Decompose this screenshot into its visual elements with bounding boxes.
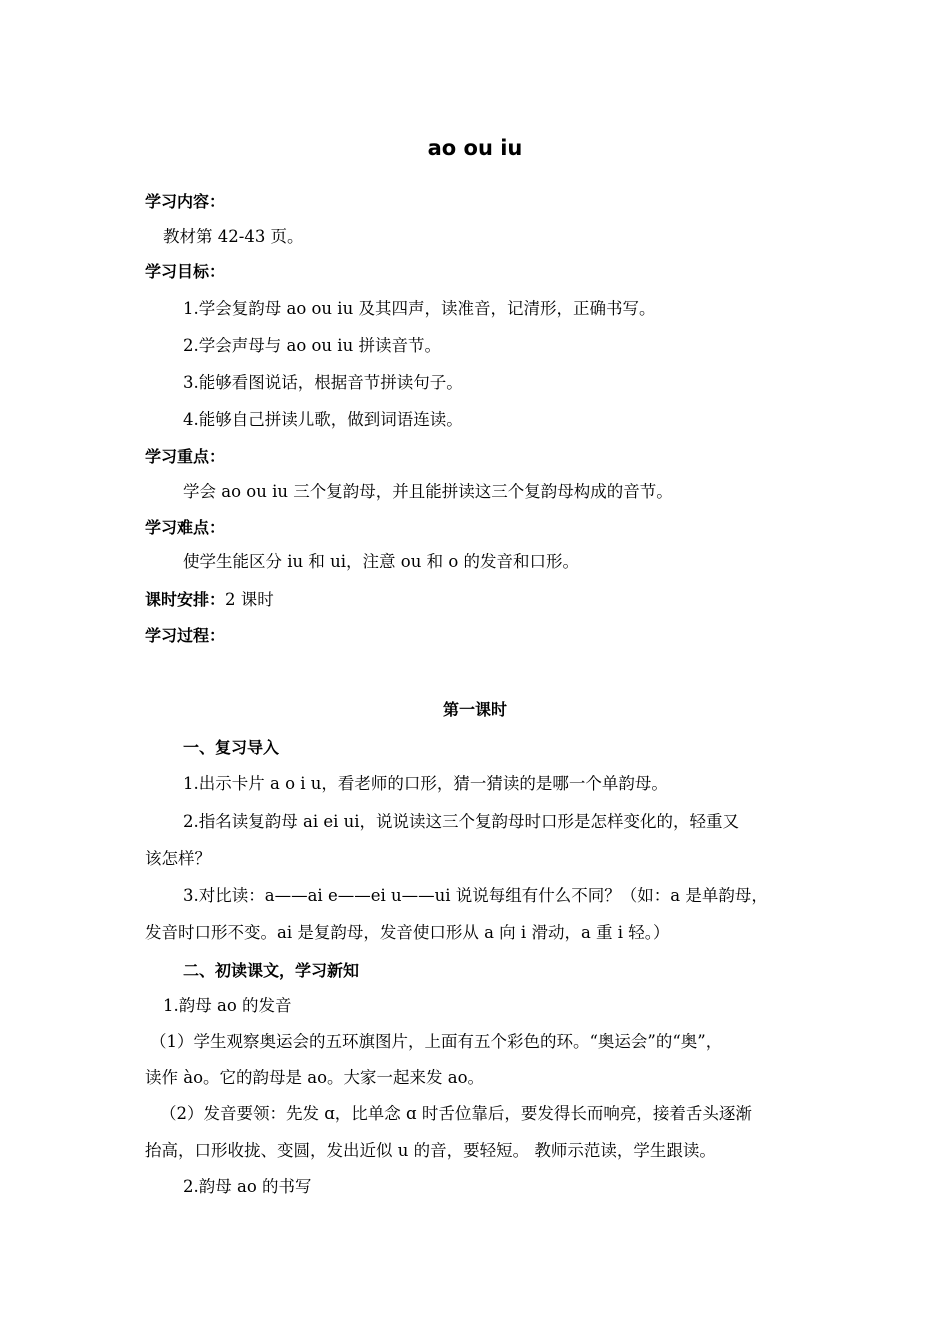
part2-item: 读作 ào。它的韵母是 ao。大家一起来发 ao。 xyxy=(145,1068,485,1087)
goal-item: 3.能够看图说话，根据音节拼读句子。 xyxy=(183,373,463,392)
lesson1-title: 第一课时 xyxy=(442,700,507,719)
part1-item: 1.出示卡片 a o i u，看老师的口形，猜一猜读的是哪一个单韵母。 xyxy=(183,774,668,793)
part2-item: 1.韵母 ao 的发音 xyxy=(163,996,292,1015)
difficulty-text: 使学生能区分 iu 和 ui，注意 ou 和 o 的发音和口形。 xyxy=(183,552,580,571)
goals-label: 学习目标： xyxy=(145,262,226,281)
key-label: 学习重点： xyxy=(145,447,226,466)
part2-item: （1）学生观察奥运会的五环旗图片，上面有五个彩色的环。“奥运会”的“奥”， xyxy=(150,1032,723,1051)
document-title: ao ou iu xyxy=(427,136,523,160)
content-label: 学习内容： xyxy=(145,192,226,211)
content-text: 教材第 42-43 页。 xyxy=(163,227,304,246)
process-label: 学习过程： xyxy=(145,626,226,645)
part2-item: 2.韵母 ao 的书写 xyxy=(183,1177,312,1196)
part1-item: 该怎样？ xyxy=(145,849,211,868)
part1-item: 发音时口形不变。ai 是复韵母，发音使口形从 a 向 i 滑动，a 重 i 轻。） xyxy=(145,923,670,942)
part1-item: 2.指名读复韵母 ai ei ui，说说读这三个复韵母时口形是怎样变化的，轻重又 xyxy=(183,812,740,831)
schedule-line xyxy=(145,588,810,612)
schedule-label: 课时安排： xyxy=(145,590,226,609)
part2-item: （2）发音要领：先发 ɑ，比单念 ɑ 时舌位靠后，要发得长而响亮，接着舌头逐渐 xyxy=(160,1104,752,1123)
part1-heading: 一、复习导入 xyxy=(183,738,280,757)
goal-item: 1.学会复韵母 ao ou iu 及其四声，读准音，记清形，正确书写。 xyxy=(183,299,656,318)
part2-item: 抬高，口形收拢、变圆，发出近似 u 的音，要轻短。 教师示范读，学生跟读。 xyxy=(145,1141,716,1160)
goal-item: 4.能够自己拼读儿歌，做到词语连读。 xyxy=(183,410,463,429)
schedule-text: 2 课时 xyxy=(225,590,274,609)
goal-item: 2.学会声母与 ao ou iu 拼读音节。 xyxy=(183,336,441,355)
key-text: 学会 ao ou iu 三个复韵母，并且能拼读这三个复韵母构成的音节。 xyxy=(183,482,673,501)
difficulty-label: 学习难点： xyxy=(145,518,226,537)
part1-item: 3.对比读：a——ai e——ei u——ui 说说每组有什么不同？（如：a 是单韵母， xyxy=(183,886,768,905)
part2-heading: 二、初读课文，学习新知 xyxy=(183,961,360,980)
